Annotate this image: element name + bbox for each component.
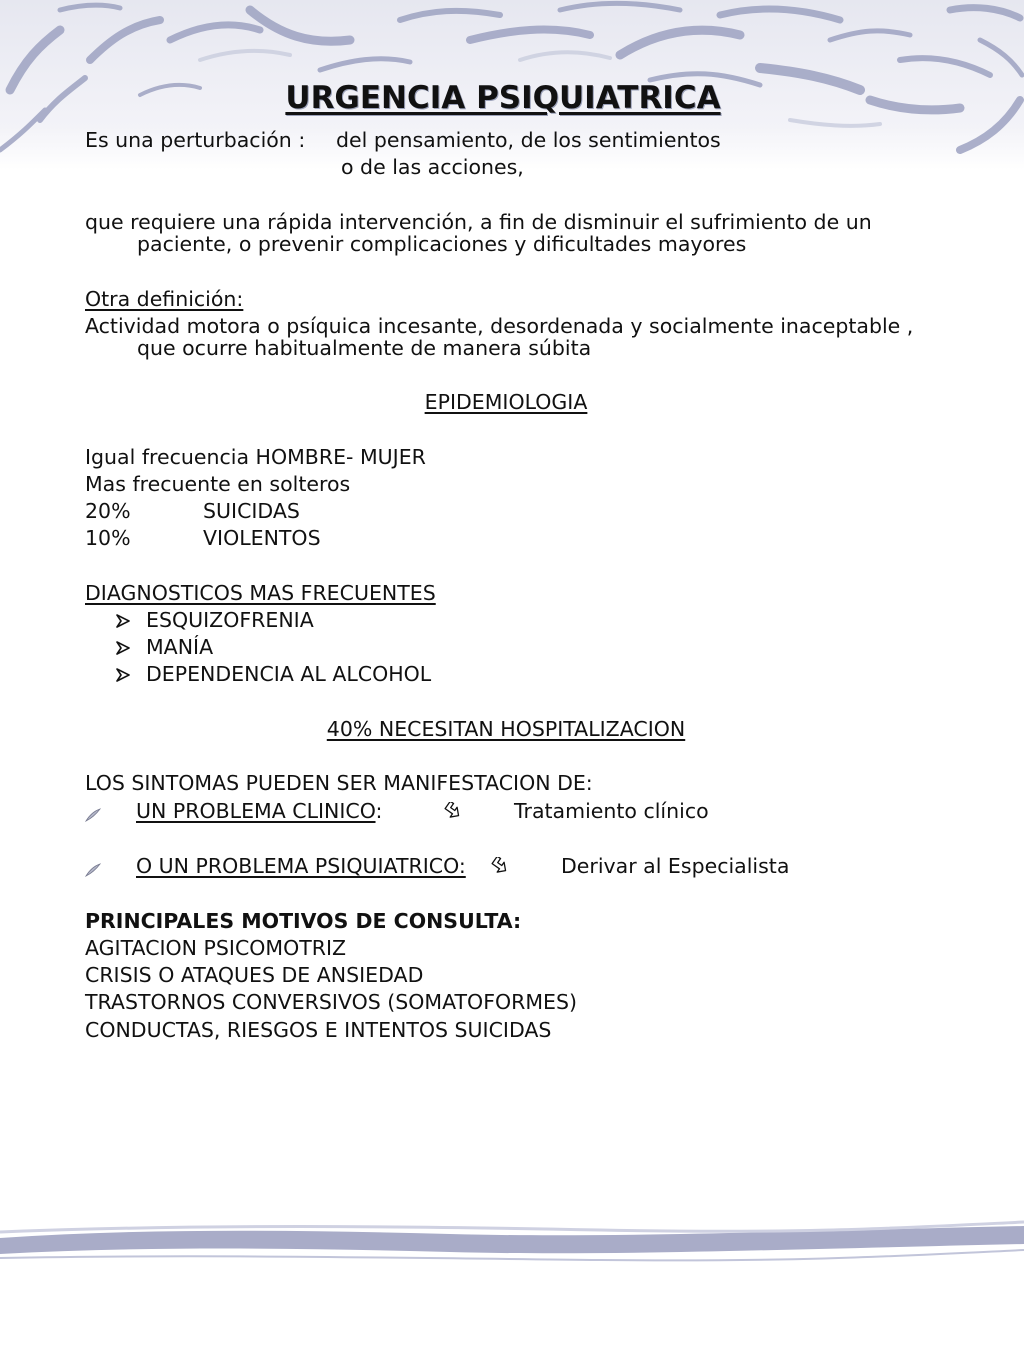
diagnostic-item: MANÍA (146, 635, 214, 659)
definition-part2: o de las acciones, (341, 155, 524, 179)
feather-bullet-icon (84, 808, 102, 822)
feather-bullet-icon (84, 863, 102, 877)
diagnostics-heading: DIAGNOSTICOS MAS FRECUENTES (85, 581, 436, 605)
symptom-item-action: Derivar al Especialista (561, 854, 790, 878)
epidemiology-line1: Igual frecuencia HOMBRE- MUJER (85, 445, 426, 469)
arrow-head-bullet-icon (116, 668, 130, 682)
page-title: URGENCIA PSIQUIATRICA (285, 80, 721, 116)
pointing-arrow-icon (489, 857, 509, 875)
stat-label: VIOLENTOS (203, 526, 321, 550)
pointing-arrow-icon (442, 802, 462, 820)
other-definition-heading: Otra definición: (85, 287, 244, 311)
consultation-item: AGITACION PSICOMOTRIZ (85, 936, 347, 960)
hospitalization-note: 40% NECESITAN HOSPITALIZACION (326, 717, 686, 741)
definition-lead: Es una perturbación : (85, 128, 306, 152)
definition-line1: que requiere una rápida intervención, a fin de disminuir el sufrimiento de un (85, 210, 872, 234)
symptom-item-action: Tratamiento clínico (514, 799, 709, 823)
symptom-item-suffix: : (375, 799, 383, 823)
consultation-heading: PRINCIPALES MOTIVOS DE CONSULTA: (85, 909, 522, 933)
epidemiology-line2: Mas frecuente en solteros (85, 472, 351, 496)
arrow-head-bullet-icon (116, 641, 130, 655)
consultation-item: CRISIS O ATAQUES DE ANSIEDAD (85, 963, 424, 987)
other-definition-line2: que ocurre habitualmente de manera súbita (137, 336, 592, 360)
diagnostic-item: ESQUIZOFRENIA (146, 608, 314, 632)
symptom-item-label: O UN PROBLEMA PSIQUIATRICO: (136, 854, 466, 878)
stat-label: SUICIDAS (203, 499, 300, 523)
consultation-item: TRASTORNOS CONVERSIVOS (SOMATOFORMES) (85, 990, 578, 1014)
definition-part1: del pensamiento, de los sentimientos (336, 128, 721, 152)
epidemiology-heading: EPIDEMIOLOGIA (424, 390, 588, 414)
diagnostic-item: DEPENDENCIA AL ALCOHOL (146, 662, 432, 686)
symptoms-heading: LOS SINTOMAS PUEDEN SER MANIFESTACION DE: (85, 771, 593, 795)
stat-percent: 10% (85, 526, 131, 550)
consultation-item: CONDUCTAS, RIESGOS E INTENTOS SUICIDAS (85, 1018, 552, 1042)
stat-percent: 20% (85, 499, 131, 523)
bottom-wave-decoration (0, 1210, 1024, 1270)
definition-line2: paciente, o prevenir complicaciones y dificultades mayores (137, 232, 747, 256)
arrow-head-bullet-icon (116, 614, 130, 628)
symptom-item-label: UN PROBLEMA CLINICO (136, 799, 376, 823)
other-definition-line1: Actividad motora o psíquica incesante, desordenada y socialmente inaceptable , (85, 314, 914, 338)
